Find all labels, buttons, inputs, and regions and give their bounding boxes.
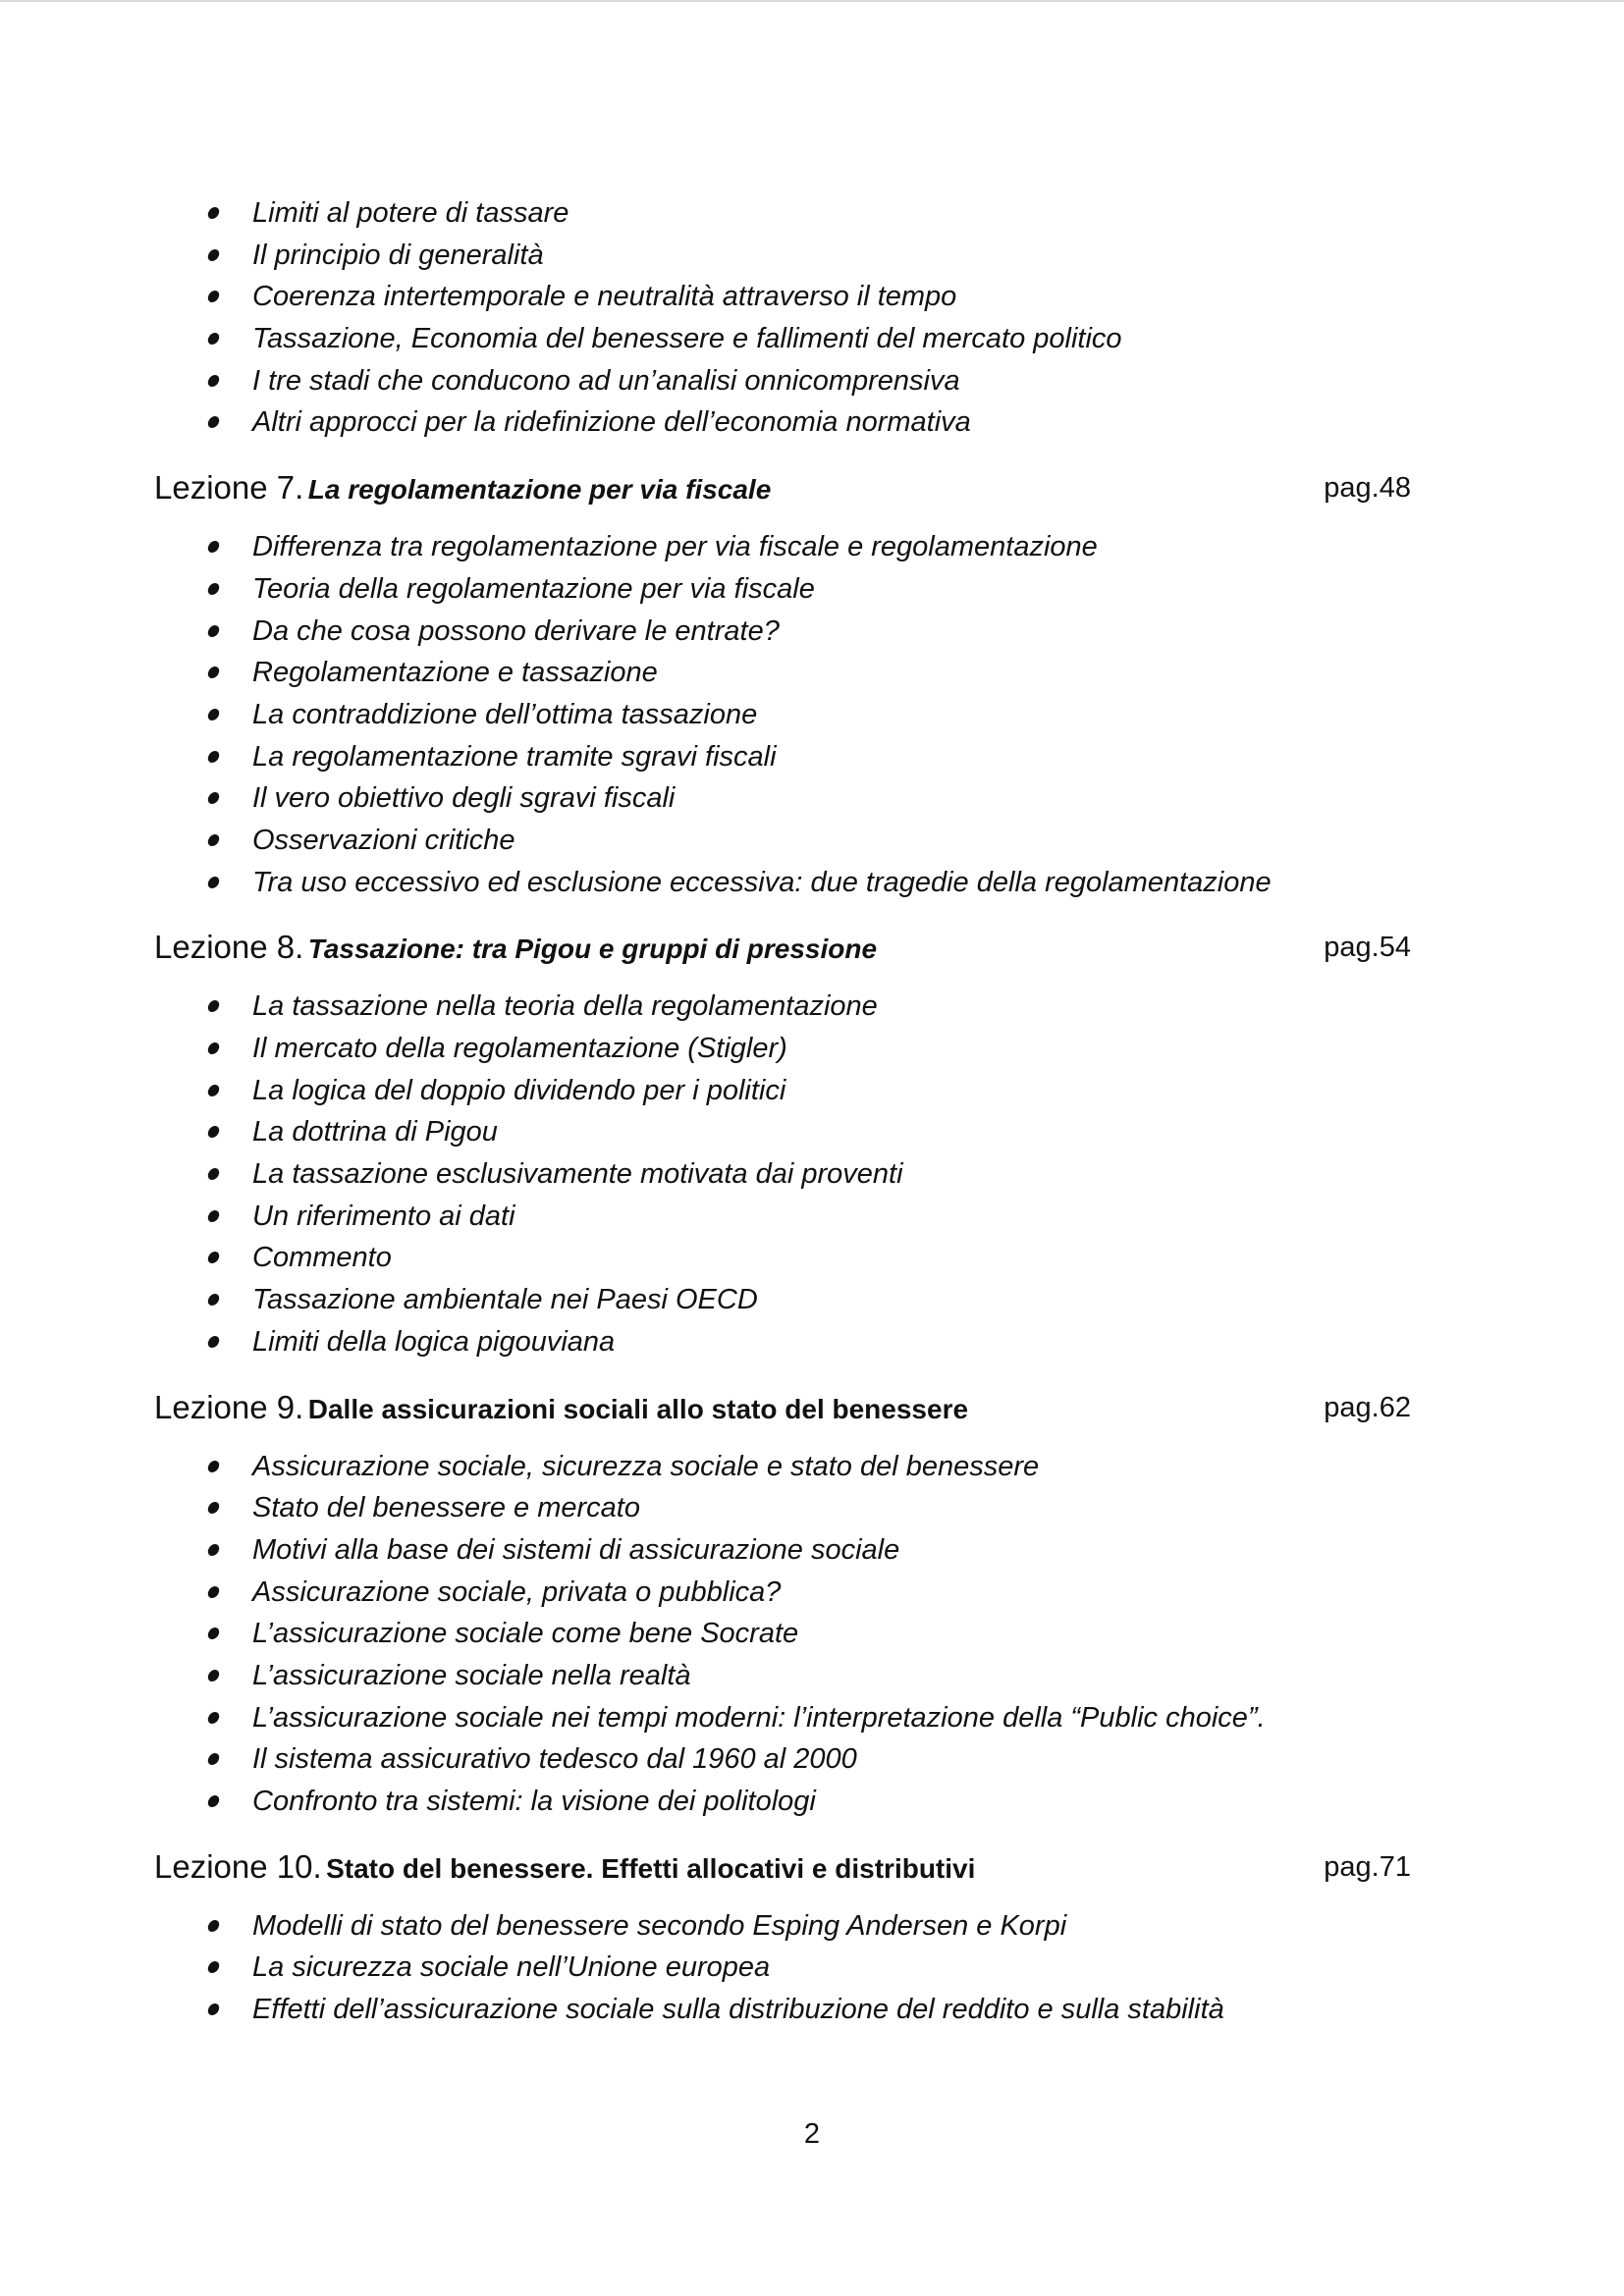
lesson-number: Lezione 7.: [154, 469, 304, 507]
list-item: I tre stadi che conducono ad un’analisi onnicomprensiva: [252, 360, 1411, 402]
bullet-icon: [207, 333, 221, 345]
bullet-icon: [207, 792, 221, 804]
bullet-icon: [207, 375, 221, 387]
list-item: Limiti della logica pigouviana: [252, 1321, 1411, 1363]
list-item: Commento: [252, 1237, 1411, 1279]
bullet-icon: [207, 1502, 221, 1514]
intro-list: [154, 192, 1411, 444]
list-item: Regolamentazione e tassazione: [252, 652, 1411, 694]
list-item: Differenza tra regolamentazione per via fiscale e regolamentazione: [252, 526, 1411, 568]
bullet-icon: [207, 583, 221, 595]
page-number: 2: [803, 2118, 821, 2150]
bullet-icon: [207, 207, 221, 219]
list-item: Stato del benessere e mercato: [252, 1487, 1411, 1529]
lesson-page-ref: pag.48: [1324, 472, 1411, 505]
bullet-icon: [207, 416, 221, 428]
lesson-9-heading: [154, 1377, 1411, 1438]
lesson-page-ref: pag.54: [1324, 932, 1411, 964]
list-item: Osservazioni critiche: [252, 820, 1411, 862]
bullet-icon: [207, 1586, 221, 1598]
lesson-number: Lezione 8.: [154, 929, 304, 966]
bullet-icon: [207, 2003, 221, 2015]
lesson-8-topics: [154, 986, 1411, 1362]
list-item: Un riferimento ai dati: [252, 1196, 1411, 1238]
bullet-icon: [207, 834, 221, 846]
lesson-8-heading: [154, 917, 1411, 978]
list-item: Il vero obiettivo degli sgravi fiscali: [252, 777, 1411, 820]
bullet-icon: [207, 1126, 221, 1138]
table-of-contents: [154, 192, 1411, 2031]
bullet-icon: [207, 625, 221, 637]
bullet-icon: [207, 1961, 221, 1973]
lesson-number: Lezione 10.: [154, 1847, 322, 1885]
lesson-10-topics: [154, 1905, 1411, 2031]
list-item: Coerenza intertemporale e neutralità attraverso il tempo: [252, 276, 1411, 318]
bullet-icon: [207, 249, 221, 261]
list-item: La dottrina di Pigou: [252, 1111, 1411, 1153]
bullet-icon: [207, 1168, 221, 1180]
list-item: Il mercato della regolamentazione (Stigler): [252, 1028, 1411, 1070]
list-item: Effetti dell’assicurazione sociale sulla distribuzione del reddito e sulla stabilità: [252, 1989, 1411, 2031]
lesson-title: Tassazione: tra Pigou e gruppi di pressione: [307, 934, 878, 965]
bullet-icon: [207, 1210, 221, 1222]
bullet-icon: [207, 877, 221, 888]
bullet-icon: [207, 1000, 221, 1012]
bullet-icon: [207, 1670, 221, 1682]
list-item: Confronto tra sistemi: la visione dei politologi: [252, 1781, 1411, 1823]
list-item: Altri approcci per la ridefinizione dell’economia normativa: [252, 401, 1411, 444]
bullet-icon: [207, 1712, 221, 1724]
list-item: La logica del doppio dividendo per i politici: [252, 1070, 1411, 1112]
lesson-page-ref: pag.71: [1324, 1850, 1411, 1883]
top-border: [0, 0, 1624, 2]
list-item: Il sistema assicurativo tedesco dal 1960 al 2000: [252, 1738, 1411, 1781]
list-item: Il principio di generalità: [252, 235, 1411, 277]
lesson-10-heading: [154, 1837, 1411, 1897]
lesson-title: La regolamentazione per via fiscale: [307, 474, 772, 506]
list-item: Tassazione ambientale nei Paesi OECD: [252, 1279, 1411, 1321]
list-item: Teoria della regolamentazione per via fiscale: [252, 568, 1411, 611]
list-item: Da che cosa possono derivare le entrate?: [252, 611, 1411, 653]
list-item: La contraddizione dell’ottima tassazione: [252, 694, 1411, 736]
list-item: L’assicurazione sociale nella realtà: [252, 1655, 1411, 1697]
list-item: Tra uso eccessivo ed esclusione eccessiva: due tragedie della regolamentazione: [252, 862, 1411, 904]
list-item: La tassazione nella teoria della regolamentazione: [252, 986, 1411, 1028]
list-item: Assicurazione sociale, privata o pubblica?: [252, 1572, 1411, 1614]
bullet-icon: [207, 1042, 221, 1054]
lesson-7-topics: [154, 526, 1411, 903]
bullet-icon: [207, 541, 221, 553]
lesson-number: Lezione 9.: [154, 1388, 304, 1425]
bullet-icon: [207, 1795, 221, 1807]
bullet-icon: [207, 1920, 221, 1932]
list-item: Modelli di stato del benessere secondo Esping Andersen e Korpi: [252, 1905, 1411, 1948]
list-item: La regolamentazione tramite sgravi fiscali: [252, 736, 1411, 778]
list-item: Limiti al potere di tassare: [252, 192, 1411, 235]
lesson-title: Dalle assicurazioni sociali allo stato del benessere: [307, 1393, 969, 1424]
lesson-7-heading: [154, 457, 1411, 518]
list-item: Motivi alla base dei sistemi di assicurazione sociale: [252, 1529, 1411, 1572]
lesson-title: Stato del benessere. Effetti allocativi e distributivi: [326, 1852, 976, 1884]
bullet-icon: [207, 667, 221, 678]
list-item: Tassazione, Economia del benessere e fallimenti del mercato politico: [252, 318, 1411, 360]
bullet-icon: [207, 1628, 221, 1639]
bullet-icon: [207, 1294, 221, 1306]
list-item: La sicurezza sociale nell’Unione europea: [252, 1947, 1411, 1989]
bullet-icon: [207, 1336, 221, 1348]
bullet-icon: [207, 1544, 221, 1556]
bullet-icon: [207, 1085, 221, 1096]
bullet-icon: [207, 291, 221, 302]
bullet-icon: [207, 709, 221, 721]
list-item: La tassazione esclusivamente motivata dai proventi: [252, 1153, 1411, 1196]
bullet-icon: [207, 1461, 221, 1472]
bullet-icon: [207, 751, 221, 763]
list-item: L’assicurazione sociale come bene Socrate: [252, 1613, 1411, 1655]
lesson-page-ref: pag.62: [1324, 1391, 1411, 1423]
lesson-9-topics: [154, 1446, 1411, 1823]
bullet-icon: [207, 1252, 221, 1263]
list-item: Assicurazione sociale, sicurezza sociale e stato del benessere: [252, 1446, 1411, 1488]
list-item: L’assicurazione sociale nei tempi moderni: l’interpretazione della “Public choice”.: [252, 1697, 1411, 1739]
bullet-icon: [207, 1753, 221, 1765]
